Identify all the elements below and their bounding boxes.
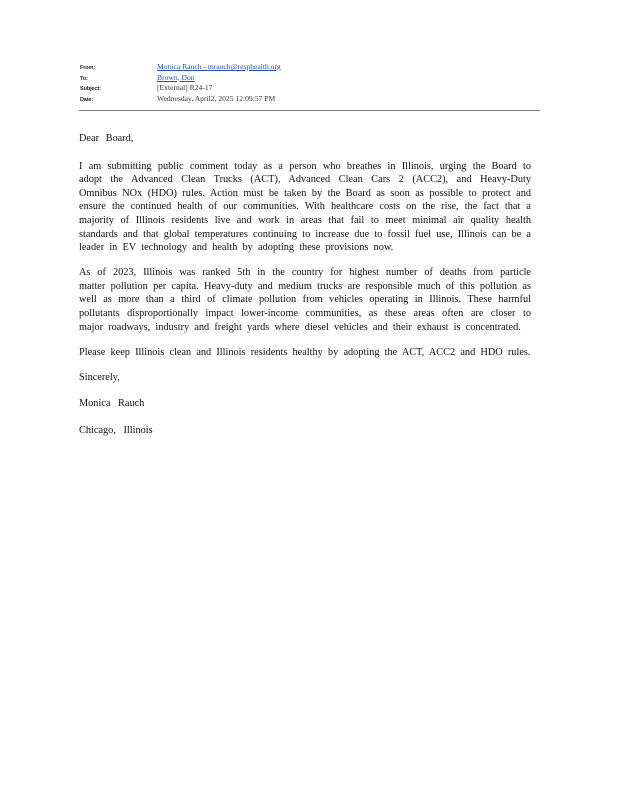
letter-paragraph-1: I am submitting public comment today as a person who breathes in Illinois, urging the Board to adopt the Advanced Clean Trucks (ACT), Advanced Clean Cars 2 (ACC2), and Heavy-Duty Omnibus NOx (HDO) rules. Action must be taken by the Board as soon as possible to protect and ensure the continued health of our communities. With healthcare costs on the rise, the fact that a majority of Illinois residents live and work in areas that fail to meet minimal air quality health standards and that global temperatures continuing to increase due to fossil fuel use, Illinois can be a leader in EV technology and health by adopting these provisions now. bbox=[79, 160, 531, 254]
letter-paragraph-2: As of 2023, Illinois was ranked 5th in the country for highest number of deaths from particle matter pollution per capita. Heavy-duty and medium trucks are responsible much of this pollution as well as more than a third of climate pollution from vehicles operating in Illinois. These harmful pollutants disproportionally impact lower-income communities, as these areas often are closer to major roadways, industry and freight yards where diesel vehicles and their exhaust is concentrated. bbox=[79, 267, 531, 333]
from-sender-link[interactable]: Monica Rauch - mrauch@resphealth.org bbox=[157, 62, 281, 71]
signature-name: Monica Rauch bbox=[79, 398, 145, 410]
letter-body bbox=[79, 132, 531, 451]
to-label: To: bbox=[80, 75, 88, 82]
date-label: Date: bbox=[80, 96, 94, 103]
letter-greeting: Dear Board, bbox=[79, 133, 134, 144]
subject-value: [External] R24-17 bbox=[157, 83, 213, 92]
email-header bbox=[80, 62, 540, 104]
to-row bbox=[80, 73, 540, 84]
from-label: From: bbox=[80, 65, 96, 71]
date-row bbox=[80, 94, 540, 105]
letter-closing: Sincerely, bbox=[79, 371, 120, 383]
date-value: Wednesday, April2, 2025 12:09:57 PM bbox=[157, 93, 276, 103]
subject-row bbox=[80, 83, 540, 94]
from-row bbox=[80, 62, 540, 73]
header-divider bbox=[79, 110, 540, 111]
subject-label: Subject: bbox=[80, 86, 101, 92]
signature-location: Chicago, Illinois bbox=[79, 425, 153, 436]
letter-paragraph-3: Please keep Illinois clean and Illinois residents healthy by adopting the ACT, ACC2 and HDO rules. bbox=[79, 346, 531, 358]
to-recipient-link[interactable]: Brown, Don bbox=[157, 72, 195, 82]
